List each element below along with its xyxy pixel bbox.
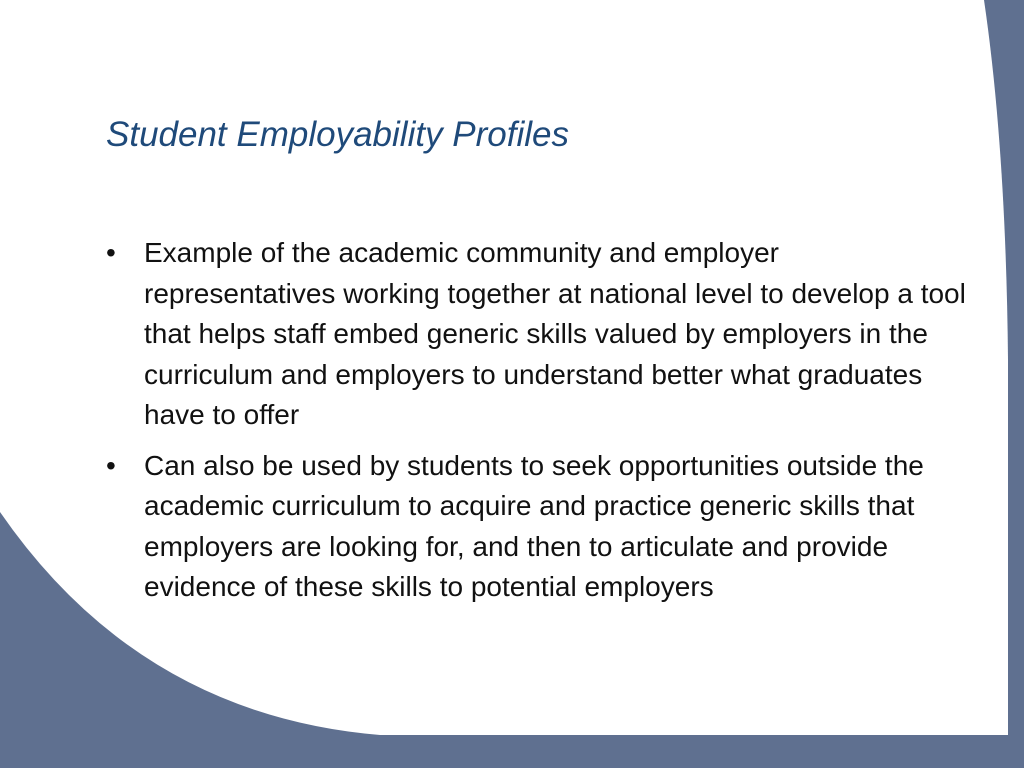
bullet-marker: • (106, 237, 116, 268)
slide-title: Student Employability Profiles (106, 115, 569, 154)
bullet-item (106, 446, 966, 608)
bullet-text: Example of the academic community and employer representatives working together at national level to develop a tool that helps staff embed generic skills valued by employers in the curriculum and employers to understand better what graduates have to offer (144, 237, 966, 430)
bullet-marker: • (106, 449, 116, 481)
bullet-item (106, 233, 966, 436)
bullet-list (106, 233, 966, 618)
bullet-text: Can also be used by students to seek opportunities outside the academic curriculum to acquire and practice generic skills that employers are looking for, and then to articulate and provide evidence of these skills to potential employers (144, 449, 924, 602)
